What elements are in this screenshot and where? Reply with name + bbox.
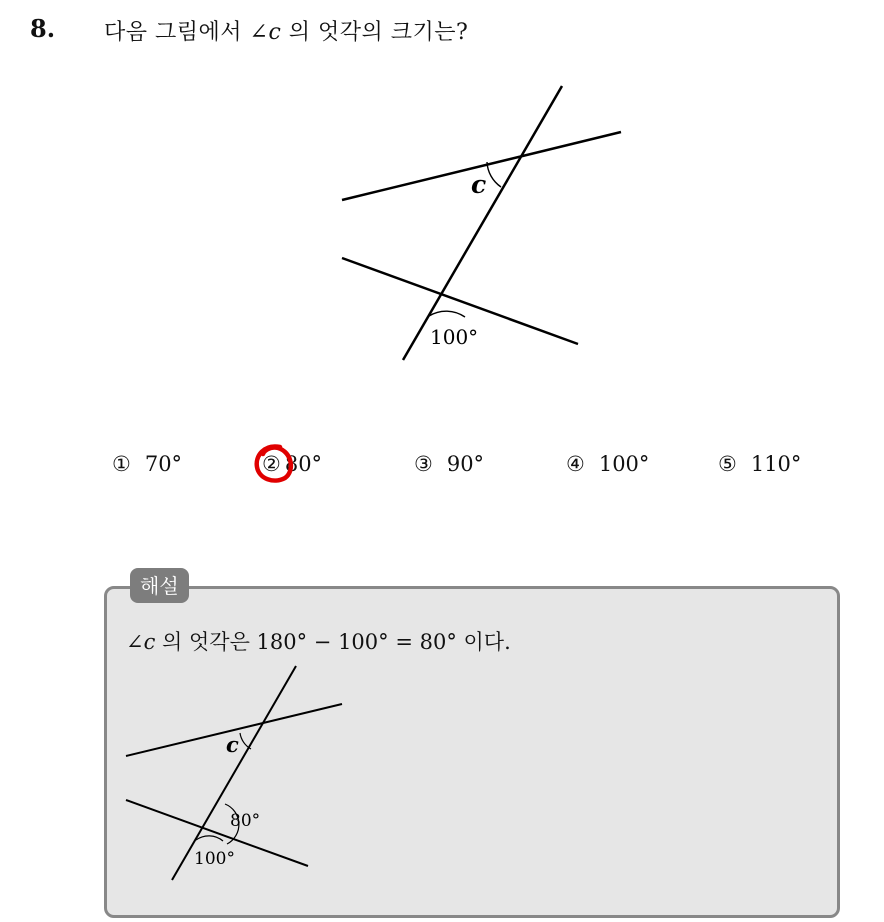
angle-symbol: ∠ [249,20,269,45]
choice-value: 70° [144,452,183,476]
solution-label-80: 80° [230,811,261,831]
choice-value: 110° [750,452,802,476]
choice-mark: ① [112,452,131,476]
choice-mark: ② [262,452,281,476]
solution-text [126,626,511,656]
choice-value: 80° [284,452,323,476]
choice-value: 90° [446,452,485,476]
solution-label-c: c [226,732,239,757]
solution-angle-symbol: ∠ [126,630,144,654]
solution-label-100: 100° [194,849,235,869]
question-text-after: 의 엇각의 크기는? [281,20,469,45]
solution-arc-100 [196,836,223,841]
choice-value: 100° [598,452,650,476]
angle-arc-c [487,162,501,187]
question-text [104,15,468,46]
question-figure [330,76,640,376]
choice-mark: ③ [414,452,433,476]
angle-variable: c [268,20,282,45]
question-number: 8. [30,14,56,43]
transversal-line [403,86,562,360]
solution-transversal-line [172,666,296,880]
angle-label-c: c [471,170,487,199]
solution-figure [116,660,356,886]
choice-1[interactable] [112,452,182,476]
solution-tab: 해설 [130,568,189,603]
choice-3[interactable] [414,452,484,476]
angle-label-100: 100° [430,325,479,349]
choice-5[interactable] [718,452,801,476]
solution-text-body: 의 엇각은 180° − 100° = 80° 이다. [155,630,511,654]
choice-mark: ⑤ [718,452,737,476]
solution-angle-variable: c [143,630,156,654]
answer-circle-mark [252,442,296,486]
angle-arc-100 [429,311,465,317]
choice-4[interactable] [566,452,649,476]
choice-mark: ④ [566,452,585,476]
question-text-before: 다음 그림에서 [104,20,250,45]
